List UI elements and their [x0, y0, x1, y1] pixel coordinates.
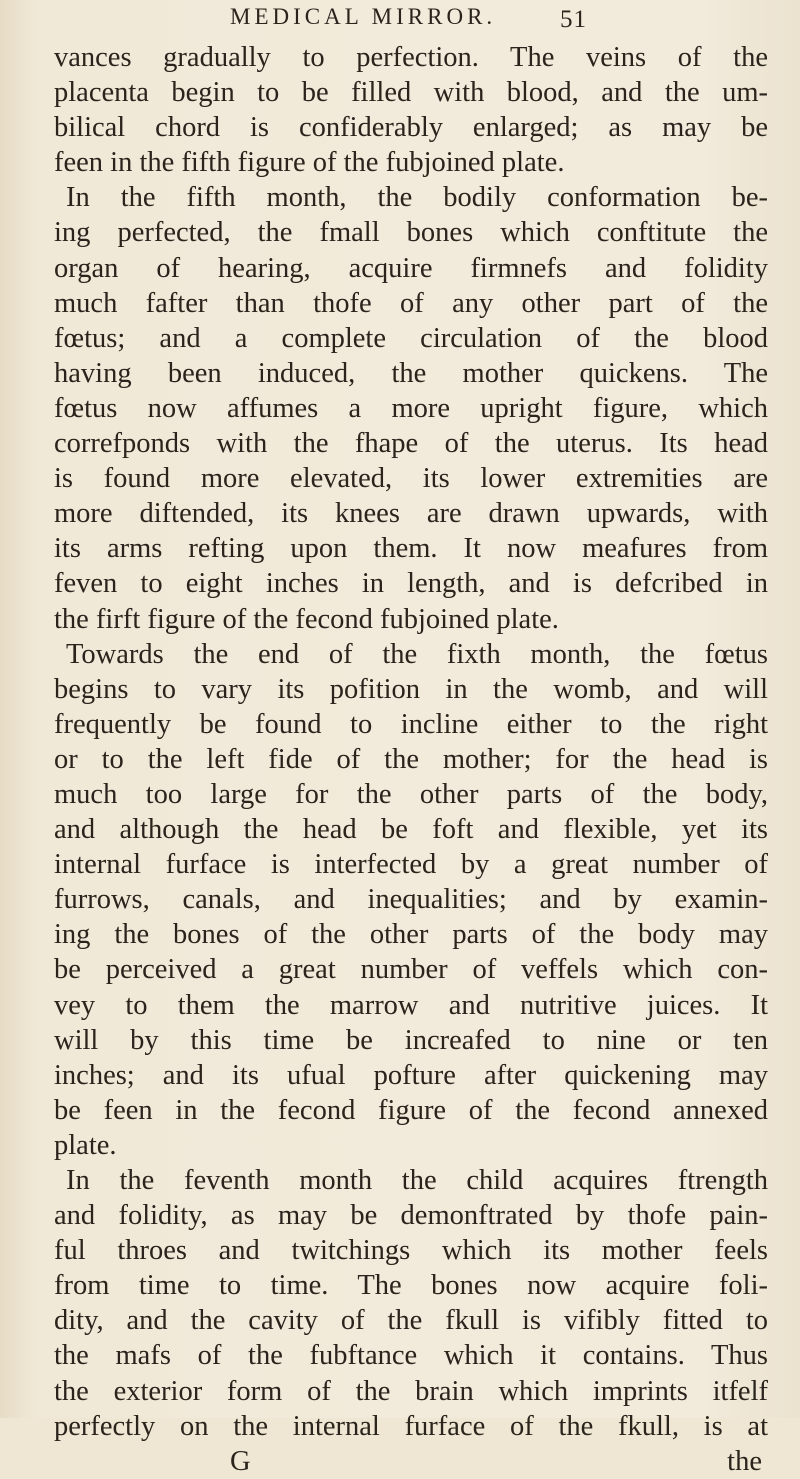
- text-line: or to the left fide of the mother; for the head is: [54, 743, 768, 775]
- text-line: be feen in the fecond figure of the fecond annexed: [54, 1094, 768, 1126]
- paragraph-start-line: In the feventh month the child acquires ftrength: [66, 1165, 768, 1196]
- text-line: much fafter than thofe of any other part of the: [54, 287, 768, 319]
- signature-mark: G: [230, 1445, 251, 1477]
- text-line: plate.: [54, 1129, 117, 1161]
- text-line: bilical chord is confiderably enlarged; as may be: [54, 112, 768, 144]
- text-line: vey to them the marrow and nutritive juices. It: [54, 989, 768, 1021]
- text-line: much too large for the other parts of the body,: [54, 778, 768, 810]
- text-line: frequently be found to incline either to the right: [54, 708, 768, 740]
- body-text: [54, 40, 768, 1479]
- text-line: fœtus now affumes a more upright figure, which: [54, 392, 768, 424]
- paragraph-start-line: Towards the end of the fixth month, the fœtus: [66, 638, 768, 670]
- running-title: MEDICAL MIRROR.: [230, 4, 497, 29]
- text-line: ful throes and twitchings which its mother feels: [54, 1235, 768, 1267]
- text-line: ing the bones of the other parts of the body may: [54, 919, 768, 951]
- text-line: more diftended, its knees are drawn upwards, with: [54, 498, 768, 530]
- text-line: feven to eight inches in length, and is defcribed in: [54, 568, 768, 600]
- text-line: inches; and its ufual pofture after quickening may: [54, 1059, 768, 1091]
- text-line: from time to time. The bones now acquire foli-: [54, 1270, 768, 1302]
- text-line: is found more elevated, its lower extremities are: [54, 463, 768, 495]
- signature-row: [54, 1444, 768, 1479]
- text-line: and folidity, as may be demonftrated by thofe pain-: [54, 1200, 768, 1232]
- catchword: the: [727, 1445, 762, 1477]
- page-number: 51: [560, 6, 587, 33]
- text-line: its arms refting upon them. It now meafures from: [54, 533, 768, 565]
- text-line: and although the head be foft and flexible, yet its: [54, 814, 768, 846]
- text-line: vances gradually to perfection. The veins of the: [54, 42, 768, 73]
- text-line: feen in the fifth figure of the fubjoined plate.: [54, 147, 565, 179]
- text-line: internal furface is interfected by a great number of: [54, 849, 768, 881]
- text-line: organ of hearing, acquire firmnefs and folidity: [54, 252, 768, 284]
- text-line: fœtus; and a complete circulation of the blood: [54, 322, 768, 354]
- text-line: having been induced, the mother quickens. The: [54, 357, 768, 389]
- text-line: be perceived a great number of veffels which con-: [54, 954, 768, 986]
- text-line: begins to vary its pofition in the womb, and will: [54, 673, 768, 705]
- text-line: ing perfected, the fmall bones which conftitute the: [54, 217, 768, 249]
- text-line: correfponds with the fhape of the uterus. Its head: [54, 428, 768, 460]
- text-line: will by this time be increafed to nine or ten: [54, 1024, 768, 1056]
- text-line: furrows, canals, and inequalities; and by examin-: [54, 884, 768, 916]
- text-line: the firft figure of the fecond fubjoined plate.: [54, 603, 559, 635]
- text-line: placenta begin to be filled with blood, and the um-: [54, 77, 768, 109]
- text-line: dity, and the cavity of the fkull is vifibly fitted to: [54, 1305, 768, 1337]
- text-line: the exterior form of the brain which imprints itfelf: [54, 1375, 768, 1407]
- running-head: [230, 2, 790, 32]
- text-line: perfectly on the internal furface of the fkull, is at: [54, 1410, 768, 1442]
- paragraph-start-line: In the fifth month, the bodily conformation be-: [66, 182, 768, 214]
- text-line: the mafs of the fubftance which it contains. Thus: [54, 1340, 768, 1372]
